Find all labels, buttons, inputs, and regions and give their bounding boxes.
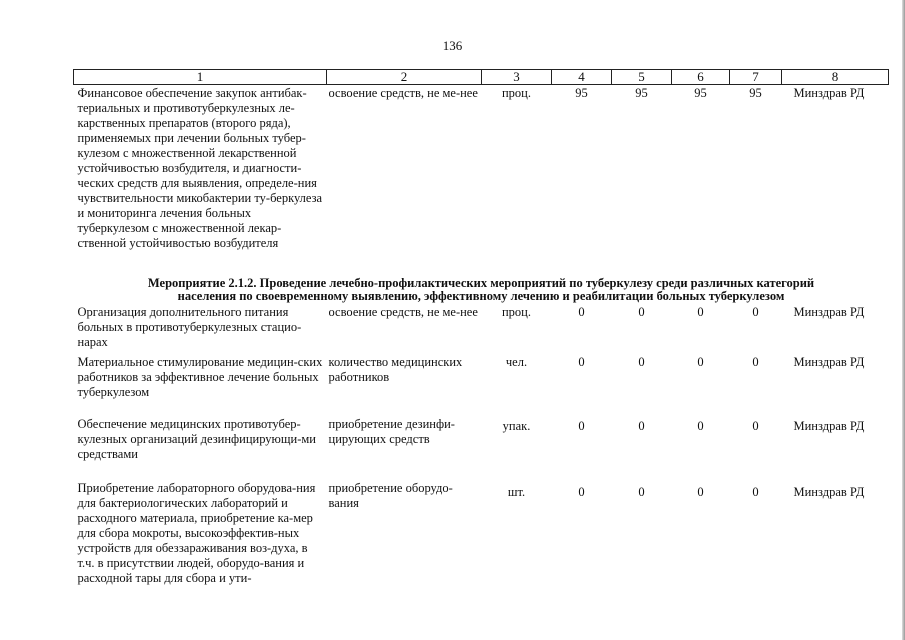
value-cell: 0 bbox=[638, 419, 645, 433]
unit-cell: шт. bbox=[507, 485, 526, 499]
value-cell: 0 bbox=[752, 485, 759, 499]
column-header-2: 2 bbox=[327, 70, 482, 85]
value-cell: 95 bbox=[575, 86, 588, 100]
value-cell: 0 bbox=[578, 485, 585, 499]
value-cell: 0 bbox=[578, 355, 585, 369]
unit-cell: проц. bbox=[501, 86, 531, 100]
column-header-3: 3 bbox=[482, 70, 552, 85]
unit-cell: чел. bbox=[505, 355, 528, 369]
value-cell: 0 bbox=[697, 419, 704, 433]
executor-cell: Минздрав РД bbox=[793, 485, 865, 499]
page-number: 136 bbox=[442, 38, 463, 53]
value-cell: 0 bbox=[578, 305, 585, 319]
value-cell: 0 bbox=[752, 305, 759, 319]
indicator-cell: приобретение дезинфи-цирующих средств bbox=[328, 417, 455, 446]
value-cell: 0 bbox=[697, 355, 704, 369]
table-row bbox=[74, 303, 889, 355]
indicator-cell: приобретение оборудо-вания bbox=[328, 481, 453, 510]
section-heading bbox=[74, 261, 889, 303]
column-header-7: 7 bbox=[730, 70, 782, 85]
value-cell: 0 bbox=[697, 485, 704, 499]
value-cell: 0 bbox=[752, 419, 759, 433]
measure-cell: Материальное стимулирование медицин-ских работников за эффективное лечение больных туберкулезом bbox=[77, 355, 323, 399]
table-row bbox=[74, 355, 889, 417]
unit-cell: упак. bbox=[502, 419, 531, 433]
executor-cell: Минздрав РД bbox=[793, 305, 865, 319]
value-cell: 0 bbox=[752, 355, 759, 369]
value-cell: 0 bbox=[638, 355, 645, 369]
table-row bbox=[74, 417, 889, 481]
column-header-1: 1 bbox=[74, 70, 327, 85]
value-cell: 0 bbox=[638, 485, 645, 499]
section-heading-row bbox=[74, 261, 889, 303]
table-header bbox=[74, 70, 889, 85]
value-cell: 95 bbox=[635, 86, 648, 100]
indicator-cell: освоение средств, не ме-нее bbox=[328, 305, 478, 319]
unit-cell: проц. bbox=[501, 305, 531, 319]
column-header-8: 8 bbox=[782, 70, 889, 85]
section-heading-line-1: Мероприятие 2.1.2. Проведение лечебно-профилактических мероприятий по туберкулезу среди различных категорий bbox=[147, 276, 815, 290]
value-cell: 0 bbox=[578, 419, 585, 433]
indicator-cell: освоение средств, не ме-нее bbox=[328, 86, 478, 100]
executor-cell: Минздрав РД bbox=[793, 86, 865, 100]
executor-cell: Минздрав РД bbox=[793, 419, 865, 433]
column-header-6: 6 bbox=[672, 70, 730, 85]
measure-cell: Организация дополнительного питания больных в противотуберкулезных стацио-нарах bbox=[77, 305, 302, 349]
measure-cell: Финансовое обеспечение закупок антибак-териальных и противотуберкулезных ле-карственных препаратов (второго ряда), применяемых при лечении больных тубер-кулезом с множественной лекарственной устойчивостью возбудителя, и диагности-ческих средств для выявления, определе-ния чувствительности микобактерии ту-беркулеза и мониторинга лечения больных туберкулезом с множественной лекар-ственной устойчивостью возбудителя bbox=[77, 86, 323, 250]
value-cell: 0 bbox=[638, 305, 645, 319]
table-row bbox=[74, 85, 889, 262]
column-header-5: 5 bbox=[612, 70, 672, 85]
column-header-4: 4 bbox=[552, 70, 612, 85]
table-row bbox=[74, 481, 889, 605]
measure-cell: Обеспечение медицинских противотубер-кулезных организаций дезинфицирующи-ми средствами bbox=[77, 417, 316, 461]
program-table bbox=[73, 69, 889, 605]
section-heading-line-2: населения по своевременному выявлению, эффективному лечению и реабилитации больных туберкулезом bbox=[177, 289, 785, 303]
value-cell: 95 bbox=[694, 86, 707, 100]
value-cell: 95 bbox=[749, 86, 762, 100]
indicator-cell: количество медицинских работников bbox=[328, 355, 463, 384]
value-cell: 0 bbox=[697, 305, 704, 319]
executor-cell: Минздрав РД bbox=[793, 355, 865, 369]
measure-cell: Приобретение лабораторного оборудова-ния для бактериологических лабораторий и расходного материала, приобретение ка-мер для сбора мокроты, высокоэффектив-ных устройств для обеззараживания воз-духа, в т.ч. в присутствии людей, оборудо-вания и расходной тары для сбора и ути- bbox=[77, 481, 316, 585]
